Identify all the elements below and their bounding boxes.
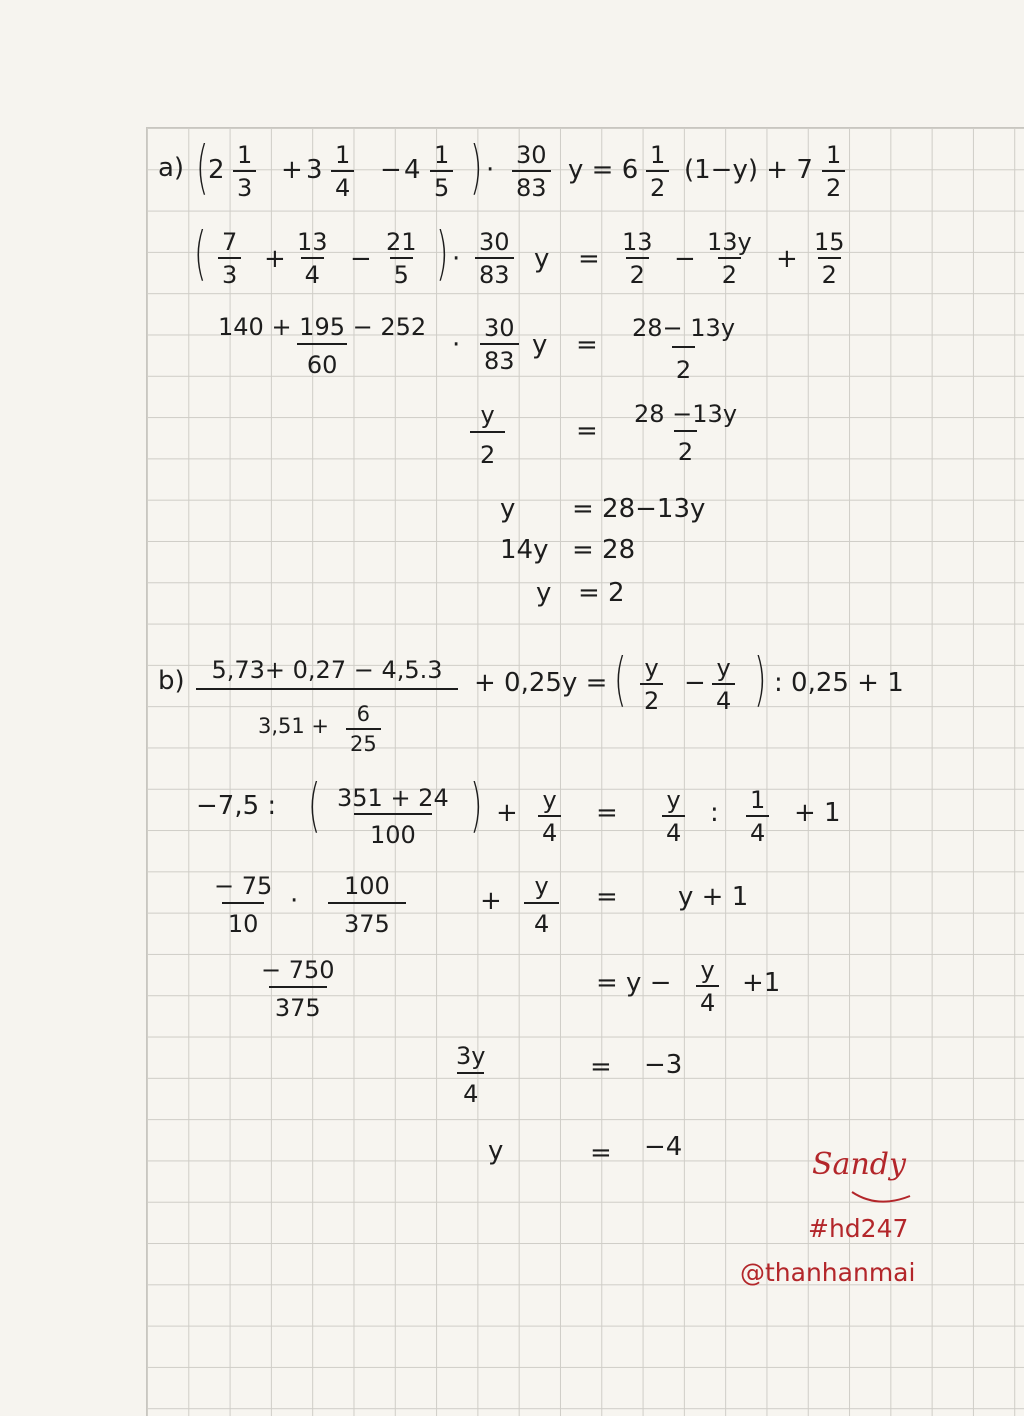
operator: + [496,798,518,828]
expression-text: y = 6 [568,155,639,185]
fraction: $\frac{28 -13y}{2}$ [634,400,738,466]
open-paren: ( [614,645,627,713]
operator: : [710,798,719,828]
fraction: $\frac{13}{2}$ [622,228,653,289]
lhs: y [500,494,516,524]
expression-text: + 1 [794,798,841,828]
lhs: y [488,1136,504,1166]
expression-text: (1−y) + 7 [684,155,813,185]
complex-fraction [196,656,458,760]
fraction: $\frac{28- 13y}{2}$ [632,314,736,384]
fraction: $\frac{y}{4}$ [524,874,559,936]
author-handle: @thanhanmai [740,1258,916,1287]
fraction: $\frac{y}{4}$ [712,656,735,713]
expression-text: + 0,25y = [474,668,608,698]
close-paren: ) [436,219,449,287]
fraction: $\frac{15}{2}$ [814,228,845,289]
lhs: 14y [500,535,549,565]
rhs: −3 [644,1050,683,1080]
fraction: $\frac{1}{4}$ [331,143,354,200]
close-paren: ) [470,133,483,201]
hashtag: #hd247 [808,1214,909,1243]
fraction: $\frac{y}{4}$ [538,788,561,845]
operator: + [281,155,303,185]
operator: − [380,155,402,185]
fraction: $\frac{1}{2}$ [822,143,845,200]
rhs: −4 [644,1132,683,1162]
fraction: $\frac{1}{2}$ [646,143,669,200]
fraction: $\frac{100}{375}$ [328,874,406,936]
multiply-dot: · [452,330,461,360]
fraction-numerator: 5,73+ 0,27 − 4,5.3 [196,656,458,690]
variable: y [534,244,550,274]
equals-sign: = [596,798,618,828]
operator: + [480,886,502,916]
fraction: $\frac{13}{4}$ [297,228,328,289]
fraction: $\frac{y}{4}$ [662,788,685,845]
equals-sign: = [590,1052,612,1082]
expression-text: −7,5 : [196,791,277,821]
close-paren: ) [754,645,767,713]
fraction: $\frac{3y}{4}$ [456,1042,486,1108]
fraction: $\frac{1}{4}$ [746,788,769,845]
fraction: $\frac{6}{25}$ [346,704,381,755]
whole-number: 3 [306,155,323,185]
variable: y [532,330,548,360]
rhs: y + 1 [678,882,749,912]
fraction: $\frac{7}{3}$ [218,230,241,287]
operator: − [684,668,706,698]
fraction: $\frac{30}{83}$ [475,230,514,287]
operator: − [674,244,696,274]
equals-sign: = [576,416,598,446]
fraction: $\frac{351 + 24}{100}$ [337,784,449,849]
expression-text: = y − [596,968,672,998]
equals-sign: = [578,244,600,274]
close-paren: ) [470,771,483,839]
fraction: $\frac{y}{2}$ [470,403,505,467]
fraction: $\frac{- 750}{375}$ [261,956,335,1022]
multiply-dot: · [486,155,495,185]
operator: + [776,244,798,274]
lhs: y [536,578,552,608]
signature-flourish [850,1178,914,1208]
fraction: $\frac{y}{4}$ [696,958,719,1015]
whole-number: 4 [404,155,421,185]
operator: − [350,244,372,274]
fraction-denominator: 3,51 + $\frac{6}{25}$ [196,690,458,760]
fraction: $\frac{- 75}{10}$ [214,872,273,938]
part-b-label: b) [158,666,185,696]
rhs: = 2 [578,578,625,608]
expression-text: +1 [742,968,781,998]
fraction: $\frac{1}{5}$ [430,143,453,200]
signature-name: Sandy [812,1147,906,1182]
fraction: $\frac{y}{2}$ [640,656,663,713]
fraction: $\frac{140 + 195 - 252}{60}$ [218,313,427,379]
fraction: $\frac{30}{83}$ [512,143,551,200]
fraction: $\frac{30}{83}$ [480,316,519,373]
fraction: $\frac{13y}{2}$ [707,228,752,289]
fraction: $\frac{21}{5}$ [386,228,417,289]
expression-text: : 0,25 + 1 [774,668,904,698]
fraction: $\frac{1}{3}$ [233,143,256,200]
open-paren: ( [196,133,209,201]
open-paren: ( [308,771,321,839]
part-a-label: a) [158,153,185,183]
equals-sign: = [590,1138,612,1168]
operator: + [264,244,286,274]
multiply-dot: · [290,886,299,916]
rhs: = 28 [572,535,636,565]
rhs: = 28−13y [572,494,706,524]
whole-number: 2 [208,155,225,185]
open-paren: ( [194,219,207,287]
equals-sign: = [576,330,598,360]
equals-sign: = [596,882,618,912]
multiply-dot: · [452,244,461,274]
